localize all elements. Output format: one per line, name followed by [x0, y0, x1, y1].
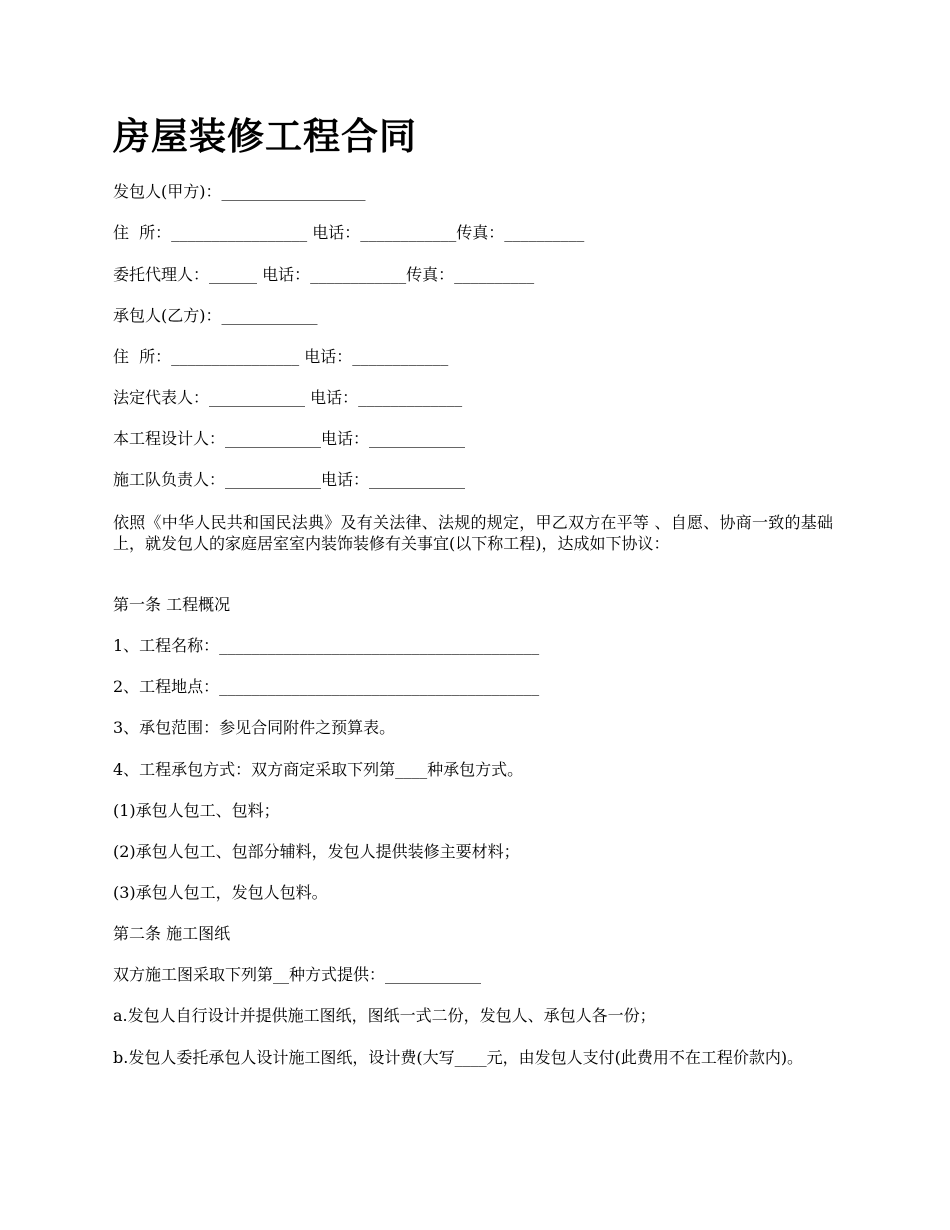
article-two-heading: 第二条 施工图纸	[113, 924, 231, 943]
contractor-name-line: 承包人(乙方)：____________	[113, 306, 318, 325]
page-title: 房屋装修工程合同	[113, 114, 417, 158]
drawing-option-a-line: a.发包人自行设计并提供施工图纸，图纸一式二份，发包人、承包人各一份；	[113, 1006, 656, 1025]
client-address-line: 住 所：_________________ 电话：____________传真：__________	[113, 223, 585, 242]
drawing-method-line: 双方施工图采取下列第__种方式提供：____________	[113, 965, 482, 984]
contract-mode-line: 4、工程承包方式：双方商定采取下列第____种承包方式。	[113, 760, 524, 779]
option-2-line: (2)承包人包工、包部分辅料，发包人提供装修主要材料；	[113, 842, 520, 861]
designer-line: 本工程设计人：____________电话：____________	[113, 429, 466, 448]
client-name-line: 发包人(甲方)：__________________	[113, 182, 366, 201]
drawing-option-b-paragraph: b.发包人委托承包人设计施工图纸，设计费(大写____元，由发包人支付(此费用不在工程价款内)。	[113, 1048, 804, 1067]
client-agent-line: 委托代理人：______ 电话：____________传真：__________	[113, 265, 535, 284]
legal-representative-line: 法定代表人：____________ 电话：_____________	[113, 388, 463, 407]
preamble-paragraph: 依照《中华人民共和国民法典》及有关法律、法规的规定，甲乙双方在平等 、自愿、协商一致的基础上，就发包人的家庭居室室内装饰装修有关事宜(以下称工程)，达成如下协议：	[113, 513, 833, 553]
contractor-address-line: 住 所：________________ 电话：____________	[113, 347, 449, 366]
project-name-line: 1、工程名称：________________________________________	[113, 636, 540, 655]
article-one-heading: 第一条 工程概况	[113, 595, 231, 614]
option-1-line: (1)承包人包工、包料；	[113, 801, 280, 820]
project-location-line: 2、工程地点：________________________________________	[113, 677, 540, 696]
team-leader-line: 施工队负责人：____________电话：____________	[113, 470, 466, 489]
option-3-line: (3)承包人包工，发包人包料。	[113, 883, 328, 902]
scope-line: 3、承包范围：参见合同附件之预算表。	[113, 718, 396, 737]
